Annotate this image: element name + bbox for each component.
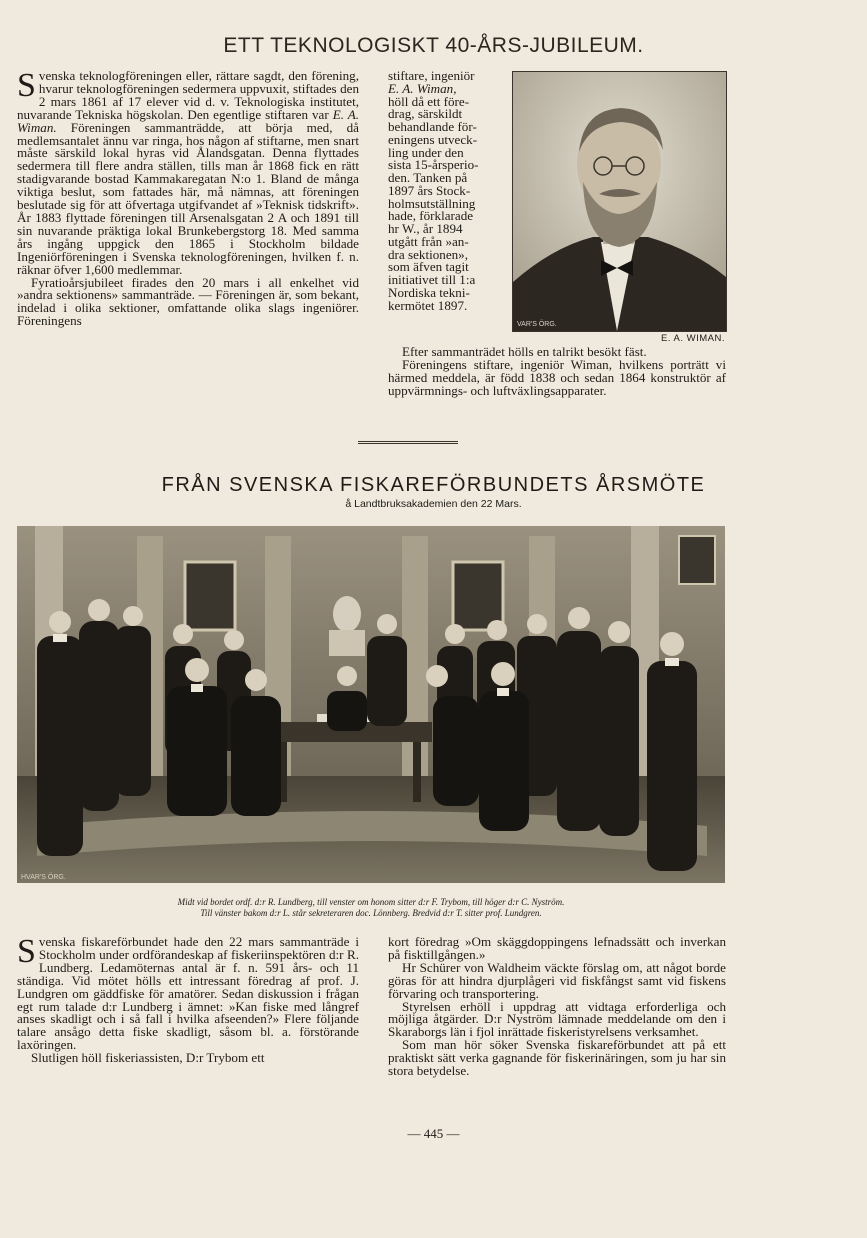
article2-col2-para1: kort föredrag »Om skäggdoppingens lefnadssätt och inverkan på fisktillgången.» [388,934,726,962]
group-photo-illustration [17,526,725,883]
article2-para2: Slutligen höll fiskeriassisten, D:r Trybom ett [31,1050,265,1066]
group-photo-caption-line1: Midt vid bordet ordf. d:r R. Lundberg, till venster om honom sitter d:r F. Trybom, till höger d:r C. Nyström. [177,897,565,907]
article1-tail-para1: Efter sammanträdet hölls en talrikt besökt fäst. [402,344,647,359]
dropcap: S [17,933,36,970]
portrait-illustration [513,72,726,331]
article1-para1: Svenska teknologföreningen eller, rättare sagdt, den förening, hvarur teknologföreningen sedermera uppvuxit, stiftades den 2 mars 1861 af 17 elever vid d. v. Teknologiska institutet, nuvarande Tekniska högskolan. Den egentlige stiftaren var E. A. Wiman. Föreningen sammanträdde, att börja med, då medlemsantalet ännu var ringa, hos någon af stiftarne, men snart måste särskild lokal hyras vid Ålandsgatan. Denna flyttades sedermera till flere andra ställen, tills man år 1868 fick en rätt stadigvarande bostad Kammakaregatan N:o 1. Bland de många viktiga beslut, som fattades här, må nämnas, att föreningen beslutade sig för att öfvertaga utgifvandet af »Teknisk tidskrift». År 1883 flyttade föreningen till Arsenalsgatan 2 A och 1891 till sin nuvarande präktiga lokal Brunkebergstorg 18. Med samma års ingång uppgick den 1865 i Stockholm bildade Ingeniörföreningen i Svenska teknologföreningen, hvilken f. n. räknar öfver 1,600 medlemmar. [17,67,359,277]
article2-title: FRÅN SVENSKA FISKAREFÖRBUNDETS ÅRSMÖTE [161,474,706,496]
article2-column2 [388,936,726,1078]
section-divider [358,441,458,444]
article2-col2-para3: Styrelsen erhöll i uppdrag att vidtaga erforderliga och möjliga åtgärder. D:r Nyström lämnade meddelande om den i Skaraborgs län i fjol inrättade fiskeristyrelsens verksamhet. [388,998,726,1040]
page-number: — 445 — [407,1126,460,1141]
article1-column1 [17,67,359,329]
article2-subtitle: å Landtbruksakademien den 22 Mars. [345,498,522,510]
article2-col2-para4: Som man hör söker Svenska fiskareförbundet att på ett praktiskt sätt verka gagnande för fiskerinäringen, som ju har sin stora betydelse. [388,1037,726,1079]
article1-tail-para2: Föreningens stiftare, ingeniör Wiman, hvilkens porträtt vi härmed meddela, är född 1838 och sedan 1864 konstruktör af uppvärmnings- och luftväxlingsapparater. [388,356,726,398]
article2-col2-para2: Hr Schürer von Waldheim väckte förslag om, att något borde göras för att hindra djurplågeri vid fiskfångst samt vid fiskens förvaring och transportering. [388,959,726,1001]
article1-column2-tail [388,346,726,398]
article2-column1 [17,933,359,1066]
article1-column2-narrow: stiftare, ingeniör E. A. Wiman, höll då ett före- drag, särskildt behandlande för- eningens utveck- ling under den sista 15-årsperio- den. Tanken på 1897 års Stock- holmsutställning hade, förklarade hr W., år 1894 utgått från »an- dra sektionen», som äfven tagit initiativet till 1:a Nordiska tekni- kermötet 1897. [388,68,479,313]
group-photo [17,526,725,883]
photo-signature: HVAR'S ÖRG. [21,874,66,881]
dropcap: S [17,67,36,104]
article2-para1: Svenska fiskareförbundet hade den 22 mars sammanträde i Stockholm under ordförandeskap af fiskeriinspektören d:r R. Lundberg. Ledamöternas antal är f. n. 591 års- och 11 ständiga. Vid mötet hölls ett intressant föredrag af prof. J. Lundgren om gäddfiske för amatörer. Sedan diskussion i frågan egt rum talade d:r Lundberg i ämnet: »Kan fiske med långref anses skadligt och i så fall i hvilka afseenden?» Flere följande talare ansågo detta fiske skadligt, såsom bl. a. förstörande laxöringen. [17,933,359,1053]
group-photo-caption-line2: Till vänster bakom d:r L. står sekreteraren doc. Lönnberg. Bredvid d:r T. sitter prof. Lundgren. [200,908,542,918]
article1-para2: Fyratioårsjubileet firades den 20 mars i all enkelhet vid »andra sektionens» sammanträde. — Föreningen är, som bekant, indelad i olika sektioner, omfattande olika slags ingeniörer. Föreningens [17,274,359,329]
portrait-caption: E. A. WIMAN. [660,333,725,344]
article1-title: ETT TEKNOLOGISKT 40-ÅRS-JUBILEUM. [223,34,644,57]
wiman-portrait [512,71,727,332]
portrait-signature: VAR'S ÖRG. [517,321,557,328]
